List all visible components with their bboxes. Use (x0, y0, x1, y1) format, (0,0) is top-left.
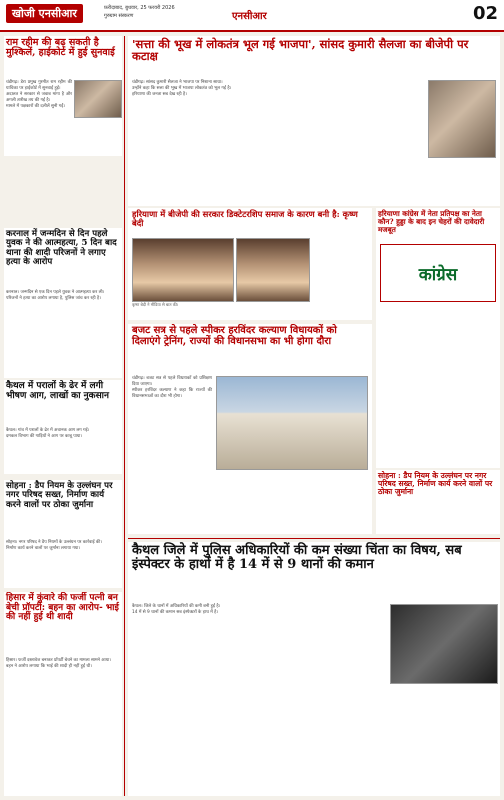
story-body: चंडीगढ़। डेरा प्रमुख गुरमीत राम रहीम की याचिका पर हाईकोर्ट में सुनवाई हुई। अदालत ने सरकार से जवाब मांगा है और अगली तारीख तय की गई है। मामले में पक्षकारों की दलीलें सुनी गईं। (6, 80, 72, 109)
story-body: कैथल। जिले के थानों में अधिकारियों की कमी बनी हुई है। 14 में से 9 थानों की कमान सब इंस्पेक्टरों के हाथ में है। (132, 604, 221, 615)
story-body: करनाल। जन्मदिन से एक दिन पहले युवक ने आत्महत्या कर ली। परिजनों ने हत्या का आरोप लगाया है, पुलिस जांच कर रही है। (6, 290, 105, 301)
story-headline: कैथल जिले में पुलिस अधिकारियों की कम संख्या चिंता का विषय, सब इंस्पेक्टर के हाथों में है 14 में से 9 थानों की कमान (132, 543, 462, 573)
story-congress-leader (376, 208, 500, 468)
story-headline: करनाल में जन्मदिन से दिन पहले युवक ने की आत्महत्या, 5 दिन बाद थाना की शादी परिजनों ने लगाए हत्या के आरोप (6, 229, 117, 267)
story-hisar (4, 592, 122, 796)
congress-logo: कांग्रेस (380, 244, 496, 302)
story-sonepat-left (4, 480, 122, 588)
section-title: एनसीआर (232, 11, 267, 22)
story-headline: हरियाणा में बीजेपी की सरकार डिक्टेटरशिप समाज के कारण बनी है: कृष्ण बेदी (132, 209, 358, 229)
story-headline: बजट सत्र से पहले स्पीकर हरविंदर कल्याण विधायकों को दिलाएंगे ट्रेनिंग, राज्यों की विधानसभा का भी होगा दौरा (132, 325, 337, 347)
bedi-photo (236, 238, 310, 302)
photo-caption: कृष्ण बेदी ने मीडिया से बात की। (132, 302, 179, 307)
selja-photo (428, 80, 496, 158)
meeting-photo (132, 238, 234, 302)
story-selja (128, 36, 500, 206)
story-dictatorship (128, 208, 372, 320)
story-headline: 'सत्ता की भूख में लोकतंत्र भूल गई भाजपा', सांसद कुमारी सैलजा का बीजेपी पर कटाक्ष (132, 37, 469, 64)
story-karnal (4, 228, 122, 378)
ram-rahim-photo (74, 80, 122, 118)
story-headline: सोहना : डैप नियम के उल्लंघन पर नगर परिषद सख्त, निर्माण कार्य करने वालों पर ठोका जुर्माना (6, 481, 113, 510)
story-headline: राम रहीम की बढ़ सकती है मुश्किलें, हाईकोर्ट में हुई सुनवाई (6, 37, 115, 59)
story-sonepat-right (376, 470, 500, 534)
masthead (0, 0, 504, 32)
story-kaithal-fire (4, 380, 122, 474)
edition-meta (104, 4, 175, 20)
story-body: हिसार। फर्जी दस्तावेज बनाकर प्रॉपर्टी बेचने का मामला सामने आया। बहन ने आरोप लगाया कि भाई की शादी ही नहीं हुई थी। (6, 658, 111, 669)
police-photo (390, 604, 498, 684)
column-divider (124, 36, 125, 796)
story-body: चंडीगढ़। बजट सत्र से पहले विधायकों को प्रशिक्षण दिया जाएगा। स्पीकर हरविंदर कल्याण ने कहा कि राज्यों की विधानसभाओं का दौरा भी होगा। (132, 376, 212, 399)
story-headline: हरियाणा कांग्रेस में नेता प्रतिपक्ष का नेता कौन? हुड्डा के बाद इन चेहरों की दावेदारी मजबूत (378, 209, 485, 234)
edition-name: गुरुग्राम संस्करण (104, 13, 134, 19)
story-headline: हिसार में कुंवारे की फर्जी पत्नी बन बेची प्रॉपर्टी: बहन का आरोप- भाई की नहीं हुई थी शादी (6, 593, 119, 623)
brand-logo: खोजी एनसीआर (6, 4, 83, 23)
story-body: कैथल। गांव में परालों के ढेर में अचानक आग लग गई। दमकल विभाग की गाड़ियों ने आग पर काबू पाया। (6, 428, 90, 439)
assembly-photo (216, 376, 368, 470)
story-headline: सोहना : डैप नियम के उल्लंघन पर नगर परिषद सख्त, निर्माण कार्य करने वालों पर ठोका जुर्माना (378, 471, 493, 497)
page-number: 02 (472, 3, 498, 24)
story-speaker (128, 324, 372, 534)
story-body: चंडीगढ़। सांसद कुमारी सैलजा ने भाजपा पर निशाना साधा। उन्होंने कहा कि सत्ता की भूख में भाजपा लोकतंत्र को भूल गई है। हरियाणा की जनता सब देख रही है। (132, 80, 232, 97)
story-kaithal-police (128, 542, 500, 796)
story-headline: कैथल में परालों के ढेर में लगी भीषण आग, लाखों का नुकसान (6, 381, 109, 401)
section-divider (128, 538, 500, 539)
story-ram-rahim (4, 36, 122, 156)
story-body: सोहना। नगर परिषद ने डैप नियमों के उल्लंघन पर कार्रवाई की। निर्माण कार्य करने वालों पर जुर्माना लगाया गया। (6, 540, 102, 551)
edition-date: फ़रीदाबाद, बुधवार, 25 फरवरी 2026 (104, 5, 175, 11)
